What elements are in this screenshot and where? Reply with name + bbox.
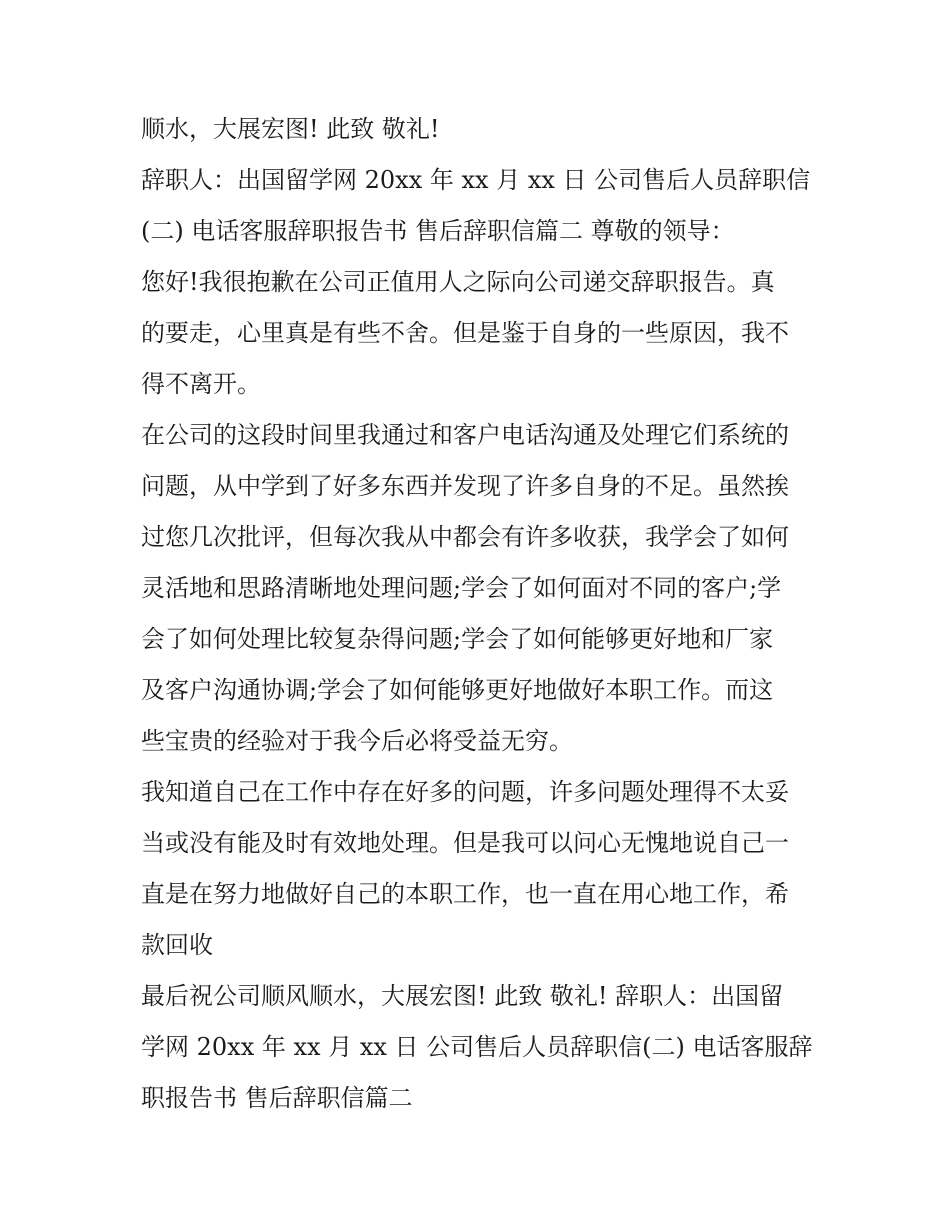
text-line: 问题，从中学到了好多东西并发现了许多自身的不足。虽然挨 [141,472,789,500]
text-line: 直是在努力地做好自己的本职工作，也一直在用心地工作，希 [141,880,789,908]
text-line: (二) 电话客服辞职报告书 售后辞职信篇二 尊敬的领导： [141,217,735,245]
text-line: 职报告书 售后辞职信篇二 [141,1084,413,1112]
text-line: 的要走，心里真是有些不舍。但是鉴于自身的一些原因，我不 [141,319,789,347]
text-line: 款回收 [141,931,213,959]
text-line: 我知道自己在工作中存在好多的问题，许多问题处理得不太妥 [141,778,789,806]
text-line: 在公司的这段时间里我通过和客户电话沟通及处理它们系统的 [141,421,789,449]
document-body [141,104,821,1124]
text-line: 最后祝公司顺风顺水，大展宏图! 此致 敬礼! 辞职人：出国留 [141,982,784,1010]
text-line: 得不离开。 [141,370,261,398]
text-line: 会了如何处理比较复杂得问题;学会了如何能够更好地和厂家 [141,625,774,653]
text-line: 学网 20xx 年 xx 月 xx 日 公司售后人员辞职信(二) 电话客服辞 [141,1033,813,1061]
text-line: 及客户沟通协调;学会了如何能够更好地做好本职工作。而这 [141,676,774,704]
text-line: 些宝贵的经验对于我今后必将受益无穷。 [141,727,573,755]
text-line: 过您几次批评，但每次我从中都会有许多收获，我学会了如何 [141,523,789,551]
text-line: 顺水，大展宏图! 此致 敬礼! [141,115,440,143]
text-line: 当或没有能及时有效地处理。但是我可以问心无愧地说自己一 [141,829,789,857]
text-line: 您好!我很抱歉在公司正值用人之际向公司递交辞职报告。真 [141,268,775,296]
text-line: 辞职人：出国留学网 20xx 年 xx 月 xx 日 公司售后人员辞职信 [141,166,811,194]
text-line: 灵活地和思路清晰地处理问题;学会了如何面对不同的客户;学 [141,574,782,602]
